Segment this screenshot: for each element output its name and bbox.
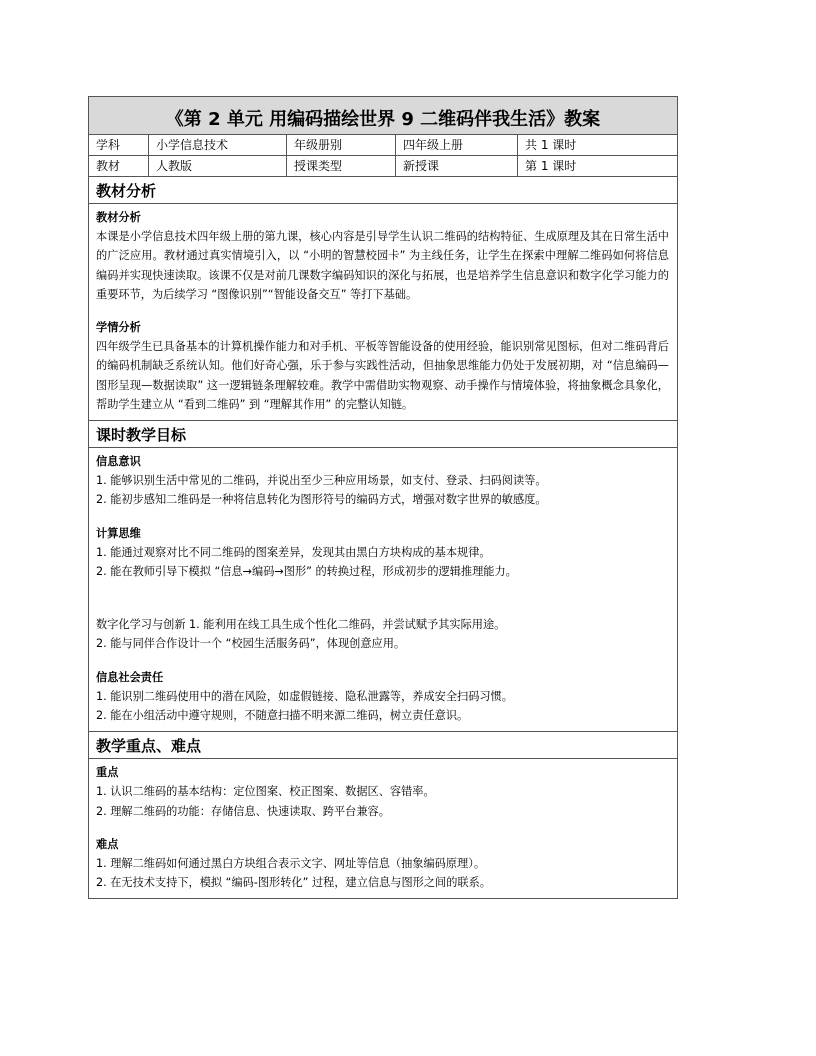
difficulty-subheading: 难点 [96,837,119,851]
goal-info-awareness-subheading: 信息意识 [96,455,141,469]
grade-value: 四年级上册 [396,135,518,155]
textbook-label: 教材 [89,156,149,176]
section-body-analysis [89,204,677,421]
goal-item: 2. 能在小组活动中遵守规则，不随意扫描不明来源二维码，树立责任意识。 [96,709,469,723]
goal-computational-thinking-subheading: 计算思维 [96,526,141,540]
focus-item: 2. 理解二维码的功能：存储信息、快速读取、跨平台兼容。 [96,804,390,818]
section-heading-analysis: 教材分析 [89,177,677,204]
goal-social-responsibility-subheading: 信息社会责任 [96,670,164,684]
goal-item: 2. 能与同伴合作设计一个 “校园生活服务码”，体现创意应用。 [96,637,406,651]
difficulty-item: 2. 在无技术支持下，模拟 “编码-图形转化” 过程，建立信息与图形之间的联系。 [96,876,491,890]
subject-value: 小学信息技术 [149,135,287,155]
goal-item: 1. 能够识别生活中常见的二维码，并说出至少三种应用场景，如支付、登录、扫码阅读等。 [96,474,547,488]
goal-item: 数字化学习与创新 1. 能利用在线工具生成个性化二维码，并尝试赋予其实际用途。 [96,618,506,632]
goal-item: 1. 能通过观察对比不同二维码的图案差异，发现其由黑白方块构成的基本规律。 [96,545,491,559]
subject-label: 学科 [89,135,149,155]
section-body-key-points [89,759,677,898]
material-analysis-text: 本课是小学信息技术四年级上册的第九课，核心内容是引导学生认识二维码的结构特征、生成原理及其在日常生活中的广泛应用。教材通过真实情境引入，以 “小明的智慧校园卡” 为主线任务，让学生在探索中理解二维码如何将信息编码并实现快速读取。该课不仅是对前几课数字编码知识的深化与拓展，也是培养学生信息意识和数字化学习能力的重要环节，为后续学习 “图像识别”“智能设备交互” 等打下基础。 [96,230,669,301]
goal-item: 2. 能初步感知二维码是一种将信息转化为图形符号的编码方式，增强对数字世界的敏感度。 [96,493,547,507]
student-analysis-text: 四年级学生已具备基本的计算机操作能力和对手机、平板等智能设备的使用经验，能识别常见图标，但对二维码背后的编码机制缺乏系统认知。他们好奇心强，乐于参与实践性活动，但抽象思维能力仍处于发展初期，对 “信息编码—图形呈现—数据读取” 这一逻辑链条理解较难。教学中需借助实物观察、动手操作与情境体验，将抽象概念具象化，帮助学生建立从 “看到二维码” 到 “理解其作用” 的完整认知链。 [96,340,669,411]
goal-item: 1. 能识别二维码使用中的潜在风险，如虚假链接、隐私泄露等，养成安全扫码习惯。 [96,689,513,703]
meta-row-1 [89,135,677,156]
grade-label: 年级册别 [287,135,396,155]
section-body-goals [89,448,677,732]
lesson-type-value: 新授课 [396,156,518,176]
page-title: 《第 2 单元 用编码描绘世界 9 二维码伴我生活》教案 [89,97,677,135]
student-analysis-subheading: 学情分析 [96,321,141,335]
textbook-value: 人教版 [149,156,287,176]
total-periods: 共 1 课时 [525,138,577,152]
meta-row-2 [89,156,677,177]
focus-subheading: 重点 [96,766,119,780]
current-period: 第 1 课时 [525,159,577,173]
goal-item: 2. 能在教师引导下模拟 “信息→编码→图形” 的转换过程，形成初步的逻辑推理能力。 [96,565,517,579]
focus-item: 1. 认识二维码的基本结构：定位图案、校正图案、数据区、容错率。 [96,785,435,799]
section-heading-goals: 课时教学目标 [89,421,677,448]
lesson-type-label: 授课类型 [287,156,396,176]
lesson-plan-table [88,96,678,899]
material-analysis-subheading: 教材分析 [96,211,141,224]
section-heading-key-points: 教学重点、难点 [89,732,677,759]
difficulty-item: 1. 理解二维码如何通过黑白方块组合表示文字、网址等信息（抽象编码原理）。 [96,857,486,871]
